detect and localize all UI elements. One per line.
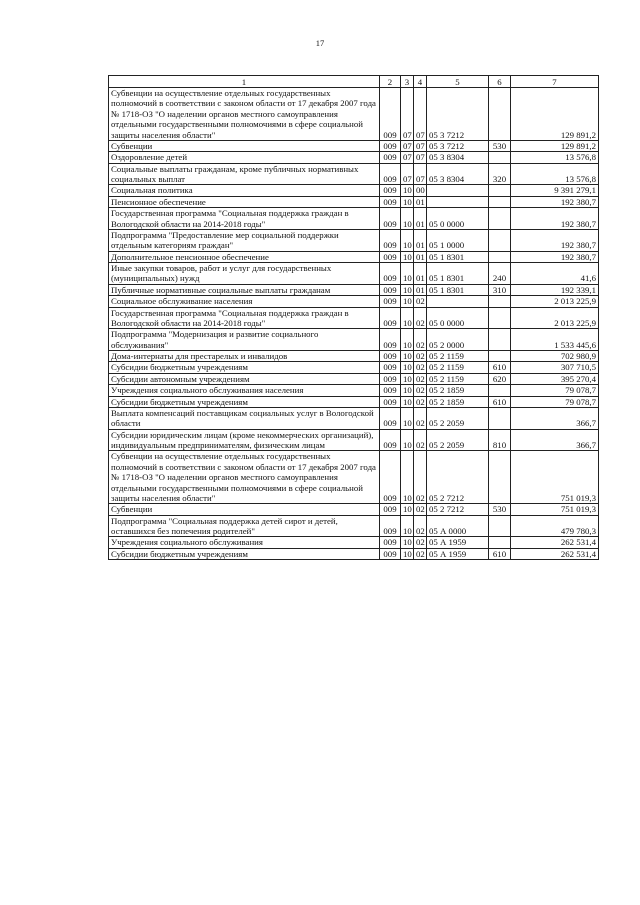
row-subsection: 02 [414,451,427,504]
row-subsection: 02 [414,396,427,407]
row-subsection: 02 [414,537,427,548]
row-amount: 129 891,2 [511,88,599,141]
row-name: Учреждения социального обслуживания [109,537,380,548]
table-row [109,548,599,559]
row-name: Субвенции на осуществление отдельных государственных полномочий в соответствии с законом области от 17 декабря 2007 года № 1718-ОЗ "О наделении органов местного самоуправления отдельными государственными полномочиями в сфере социальной защиты населения области" [109,88,380,141]
row-section: 10 [401,185,414,196]
row-expense-type: 240 [489,263,511,285]
row-amount: 366,7 [511,407,599,429]
row-ministry-code: 009 [380,351,401,362]
row-target-article: 05 2 1159 [427,373,489,384]
budget-table [108,75,599,560]
row-target-article: 05 0 0000 [427,307,489,329]
row-amount: 479 780,3 [511,515,599,537]
row-section: 10 [401,362,414,373]
row-subsection: 00 [414,185,427,196]
row-expense-type: 610 [489,362,511,373]
row-subsection: 01 [414,208,427,230]
row-expense-type: 610 [489,396,511,407]
row-subsection: 07 [414,152,427,163]
row-ministry-code: 009 [380,396,401,407]
table-row [109,362,599,373]
table-row [109,185,599,196]
row-name: Субвенции [109,504,380,515]
row-ministry-code: 009 [380,451,401,504]
row-subsection: 02 [414,385,427,396]
row-target-article: 05 2 1159 [427,351,489,362]
row-name: Дополнительное пенсионное обеспечение [109,251,380,262]
row-amount: 192 380,7 [511,196,599,207]
row-expense-type [489,385,511,396]
column-header-2: 2 [380,76,401,88]
table-row [109,284,599,295]
column-header-6: 6 [489,76,511,88]
row-subsection: 07 [414,163,427,185]
table-row [109,208,599,230]
row-expense-type: 310 [489,284,511,295]
row-target-article [427,296,489,307]
row-expense-type [489,185,511,196]
row-subsection: 01 [414,263,427,285]
row-amount: 192 380,7 [511,251,599,262]
row-name: Иные закупки товаров, работ и услуг для государственных (муниципальных) нужд [109,263,380,285]
row-section: 07 [401,152,414,163]
table-row [109,451,599,504]
row-target-article [427,196,489,207]
row-amount: 751 019,3 [511,504,599,515]
row-ministry-code: 009 [380,504,401,515]
row-ministry-code: 009 [380,329,401,351]
row-expense-type [489,407,511,429]
row-section: 10 [401,329,414,351]
row-section: 10 [401,407,414,429]
row-subsection: 01 [414,251,427,262]
row-section: 10 [401,515,414,537]
row-expense-type [489,296,511,307]
row-section: 10 [401,504,414,515]
row-ministry-code: 009 [380,196,401,207]
row-ministry-code: 009 [380,263,401,285]
row-subsection: 02 [414,504,427,515]
row-ministry-code: 009 [380,548,401,559]
row-name: Социальное обслуживание населения [109,296,380,307]
row-amount: 129 891,2 [511,140,599,151]
row-subsection: 01 [414,284,427,295]
column-header-7: 7 [511,76,599,88]
row-target-article: 05 0 0000 [427,208,489,230]
row-subsection: 02 [414,362,427,373]
row-section: 10 [401,263,414,285]
row-name: Субсидии бюджетным учреждениям [109,548,380,559]
row-ministry-code: 009 [380,373,401,384]
row-target-article: 05 А 1959 [427,548,489,559]
row-target-article: 05 А 1959 [427,537,489,548]
row-expense-type [489,152,511,163]
row-subsection: 07 [414,140,427,151]
row-subsection: 02 [414,515,427,537]
row-amount: 192 380,7 [511,208,599,230]
row-section: 10 [401,451,414,504]
row-subsection: 01 [414,196,427,207]
row-section: 10 [401,548,414,559]
row-ministry-code: 009 [380,537,401,548]
table-row [109,351,599,362]
row-expense-type: 530 [489,504,511,515]
row-target-article: 05 3 7212 [427,140,489,151]
row-expense-type [489,307,511,329]
row-section: 07 [401,140,414,151]
row-expense-type: 320 [489,163,511,185]
row-expense-type [489,351,511,362]
row-amount: 13 576,8 [511,163,599,185]
row-section: 10 [401,429,414,451]
row-target-article: 05 3 8304 [427,152,489,163]
table-row [109,263,599,285]
row-ministry-code: 009 [380,284,401,295]
row-expense-type [489,196,511,207]
row-ministry-code: 009 [380,407,401,429]
row-subsection: 07 [414,88,427,141]
row-subsection: 01 [414,229,427,251]
row-name: Государственная программа "Социальная поддержка граждан в Вологодской области на 2014-2018 годы" [109,208,380,230]
row-name: Учреждения социального обслуживания населения [109,385,380,396]
row-name: Субсидии юридическим лицам (кроме некоммерческих организаций), индивидуальным предпринимателям, физическим лицам [109,429,380,451]
table-row [109,515,599,537]
row-name: Государственная программа "Социальная поддержка граждан в Вологодской области на 2014-2018 годы" [109,307,380,329]
row-subsection: 02 [414,429,427,451]
table-row [109,429,599,451]
row-name: Социальная политика [109,185,380,196]
row-name: Субвенции [109,140,380,151]
row-target-article: 05 1 8301 [427,263,489,285]
column-header-1: 1 [109,76,380,88]
row-section: 10 [401,396,414,407]
row-section: 10 [401,307,414,329]
row-ministry-code: 009 [380,140,401,151]
table-row [109,88,599,141]
row-target-article: 05 2 1859 [427,396,489,407]
row-name: Оздоровление детей [109,152,380,163]
row-subsection: 02 [414,351,427,362]
table-row [109,251,599,262]
row-amount: 1 533 445,6 [511,329,599,351]
row-expense-type [489,537,511,548]
row-subsection: 02 [414,548,427,559]
row-amount: 192 339,1 [511,284,599,295]
row-amount: 702 980,9 [511,351,599,362]
row-expense-type: 530 [489,140,511,151]
row-name: Публичные нормативные социальные выплаты гражданам [109,284,380,295]
row-section: 07 [401,88,414,141]
row-subsection: 02 [414,329,427,351]
table-row [109,296,599,307]
row-subsection: 02 [414,407,427,429]
row-ministry-code: 009 [380,429,401,451]
row-name: Подпрограмма "Социальная поддержка детей сирот и детей, оставшихся без попечения родителей" [109,515,380,537]
row-name: Пенсионное обеспечение [109,196,380,207]
row-ministry-code: 009 [380,362,401,373]
row-ministry-code: 009 [380,208,401,230]
column-header-3: 3 [401,76,414,88]
column-header-4: 4 [414,76,427,88]
row-amount: 307 710,5 [511,362,599,373]
row-target-article: 05 2 0000 [427,329,489,351]
row-amount: 262 531,4 [511,537,599,548]
row-ministry-code: 009 [380,307,401,329]
row-target-article: 05 2 7212 [427,504,489,515]
row-subsection: 02 [414,373,427,384]
row-section: 10 [401,196,414,207]
row-name: Подпрограмма "Предоставление мер социальной поддержки отдельным категориям граждан" [109,229,380,251]
row-amount: 2 013 225,9 [511,296,599,307]
row-amount: 192 380,7 [511,229,599,251]
row-expense-type: 810 [489,429,511,451]
table-row [109,537,599,548]
row-target-article: 05 1 0000 [427,229,489,251]
row-section: 10 [401,284,414,295]
row-target-article: 05 3 8304 [427,163,489,185]
row-target-article: 05 1 8301 [427,251,489,262]
row-amount: 395 270,4 [511,373,599,384]
row-amount: 79 078,7 [511,396,599,407]
row-ministry-code: 009 [380,152,401,163]
row-amount: 751 019,3 [511,451,599,504]
row-expense-type [489,251,511,262]
table-row [109,140,599,151]
row-ministry-code: 009 [380,185,401,196]
row-target-article: 05 2 7212 [427,451,489,504]
row-expense-type [489,208,511,230]
row-amount: 262 531,4 [511,548,599,559]
row-target-article: 05 1 8301 [427,284,489,295]
row-amount: 366,7 [511,429,599,451]
row-subsection: 02 [414,307,427,329]
table-header-row [109,76,599,88]
page-number: 17 [315,38,325,48]
row-section: 10 [401,208,414,230]
row-name: Дома-интернаты для престарелых и инвалидов [109,351,380,362]
row-target-article: 05 2 1859 [427,385,489,396]
table-row [109,329,599,351]
row-name: Субсидии бюджетным учреждениям [109,362,380,373]
table-row [109,163,599,185]
row-target-article: 05 2 1159 [427,362,489,373]
row-amount: 9 391 279,1 [511,185,599,196]
row-section: 10 [401,537,414,548]
row-ministry-code: 009 [380,296,401,307]
row-target-article: 05 3 7212 [427,88,489,141]
row-name: Субсидии автономным учреждениям [109,373,380,384]
table-row [109,152,599,163]
column-header-5: 5 [427,76,489,88]
row-name: Субсидии бюджетным учреждениям [109,396,380,407]
table-row [109,373,599,384]
row-expense-type [489,515,511,537]
row-ministry-code: 009 [380,88,401,141]
row-section: 10 [401,351,414,362]
row-target-article: 05 2 2059 [427,429,489,451]
row-name: Субвенции на осуществление отдельных государственных полномочий в соответствии с законом области от 17 декабря 2007 года № 1718-ОЗ "О наделении органов местного самоуправления отдельными государственными полномочиями в сфере социальной защиты населения области" [109,451,380,504]
table-row [109,307,599,329]
table-row [109,396,599,407]
row-ministry-code: 009 [380,229,401,251]
row-name: Подпрограмма "Модернизация и развитие социального обслуживания" [109,329,380,351]
row-target-article: 05 А 0000 [427,515,489,537]
row-section: 10 [401,373,414,384]
row-subsection: 02 [414,296,427,307]
table-body [109,88,599,560]
row-ministry-code: 009 [380,515,401,537]
row-expense-type [489,88,511,141]
row-section: 10 [401,251,414,262]
table-row [109,407,599,429]
table-row [109,229,599,251]
row-amount: 41,6 [511,263,599,285]
row-name: Социальные выплаты гражданам, кроме публичных нормативных социальных выплат [109,163,380,185]
row-expense-type: 610 [489,548,511,559]
row-ministry-code: 009 [380,163,401,185]
row-expense-type [489,329,511,351]
row-section: 10 [401,296,414,307]
row-ministry-code: 009 [380,251,401,262]
row-target-article: 05 2 2059 [427,407,489,429]
row-section: 07 [401,163,414,185]
row-section: 10 [401,229,414,251]
row-section: 10 [401,385,414,396]
row-ministry-code: 009 [380,385,401,396]
row-target-article [427,185,489,196]
row-amount: 79 078,7 [511,385,599,396]
row-expense-type [489,451,511,504]
row-amount: 2 013 225,9 [511,307,599,329]
table-row [109,196,599,207]
row-amount: 13 576,8 [511,152,599,163]
row-expense-type: 620 [489,373,511,384]
table-row [109,385,599,396]
row-name: Выплата компенсаций поставщикам социальных услуг в Вологодской области [109,407,380,429]
table-row [109,504,599,515]
row-expense-type [489,229,511,251]
